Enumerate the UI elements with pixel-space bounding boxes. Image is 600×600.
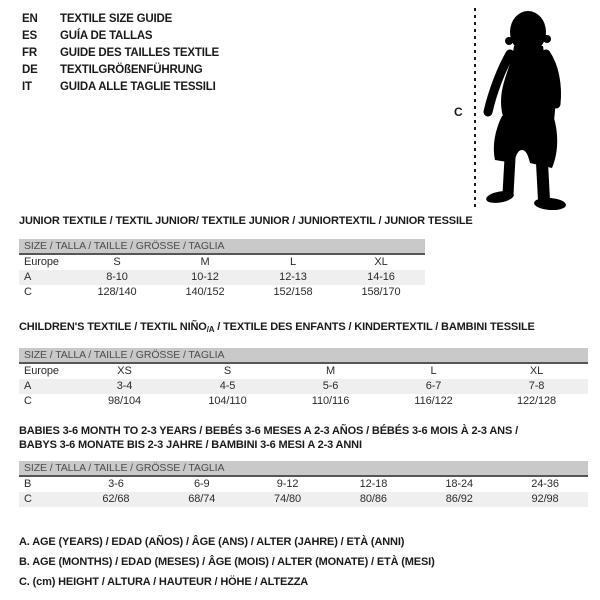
size-cell: XL xyxy=(374,256,388,268)
language-title-list xyxy=(22,11,219,96)
age-cell: 7-8 xyxy=(528,380,545,392)
height-cell: 98/104 xyxy=(107,395,142,407)
guide-title-fr: GUIDE DES TAILLES TEXTILE xyxy=(60,47,219,59)
age-cell: 10-12 xyxy=(191,271,219,283)
height-measure-dotted-line xyxy=(474,8,476,210)
size-cell: M xyxy=(325,365,336,377)
age-cell: 3-4 xyxy=(116,380,133,392)
height-cell: 92/98 xyxy=(531,493,559,505)
months-cell: 12-18 xyxy=(359,478,388,490)
language-code: IT xyxy=(22,81,32,93)
size-cell: L xyxy=(430,365,437,377)
height-cell: 116/122 xyxy=(414,395,453,407)
language-row-en xyxy=(22,11,219,28)
age-cell: 6-7 xyxy=(425,380,442,392)
size-cell: S xyxy=(223,365,232,377)
babies-size-table xyxy=(19,461,588,507)
language-row-de xyxy=(22,62,219,79)
months-cell: 24-36 xyxy=(531,478,559,490)
legend-age-years: A. AGE (YEARS) / EDAD (AÑOS) / ÂGE (ANS) / ALTER (JAHRE) / ETÀ (ANNI) xyxy=(19,536,405,548)
table-row-europe xyxy=(19,255,425,270)
language-row-it xyxy=(22,79,219,96)
months-cell: 9-12 xyxy=(276,478,299,490)
legend-age-months: B. AGE (MONTHS) / EDAD (MESES) / ÂGE (MOIS) / ALTER (MONATE) / ETÀ (MESI) xyxy=(19,556,435,568)
language-row-es xyxy=(22,28,219,45)
guide-title-it: GUIDA ALLE TAGLIE TESSILI xyxy=(60,81,216,93)
height-cell: 86/92 xyxy=(445,493,473,505)
language-code: EN xyxy=(22,13,38,25)
table-row-height xyxy=(19,394,588,409)
height-cell: 158/170 xyxy=(361,286,401,298)
height-cell: 152/158 xyxy=(273,286,313,298)
junior-textile-section xyxy=(19,214,473,300)
age-cell: 5-6 xyxy=(322,380,339,392)
size-cell: L xyxy=(289,256,297,268)
row-label: C xyxy=(24,286,32,298)
size-column-header: SIZE / TALLA / TAILLE / GRÖSSE / TAGLIA xyxy=(19,461,588,477)
size-column-header: SIZE / TALLA / TAILLE / GRÖSSE / TAGLIA xyxy=(19,348,588,364)
babies-textile-section xyxy=(19,424,588,507)
table-row-age xyxy=(19,270,425,285)
months-cell: 6-9 xyxy=(193,478,210,490)
size-cell: M xyxy=(200,256,210,268)
height-cell: 104/110 xyxy=(208,395,247,407)
row-label: Europe xyxy=(24,365,59,377)
row-label: B xyxy=(24,478,32,490)
children-size-table xyxy=(19,348,588,409)
height-measure-label: C xyxy=(454,105,463,119)
baby-silhouette-icon xyxy=(482,8,586,210)
title-part: / TEXTILE DES ENFANTS / KINDERTEXTIL / BAMBINI TESSILE xyxy=(214,321,535,333)
junior-size-table xyxy=(19,239,425,300)
height-cell: 110/116 xyxy=(311,395,350,407)
table-row-europe xyxy=(19,364,588,379)
babies-table-title-line2: BABYS 3-6 MONATE BIS 2-3 JAHRE / BAMBINI 3-6 MESI A 2-3 ANNI xyxy=(19,439,362,451)
age-cell: 12-13 xyxy=(279,271,307,283)
height-cell: 140/152 xyxy=(185,286,225,298)
row-label: C xyxy=(24,395,32,407)
junior-table-title: JUNIOR TEXTILE / TEXTIL JUNIOR/ TEXTILE JUNIOR / JUNIORTEXTIL / JUNIOR TESSILE xyxy=(19,215,473,227)
size-cell: S xyxy=(113,256,121,268)
size-cell: XS xyxy=(117,365,132,377)
age-cell: 4-5 xyxy=(219,380,236,392)
months-cell: 18-24 xyxy=(445,478,474,490)
row-label: Europe xyxy=(24,256,59,268)
row-label: A xyxy=(24,271,32,283)
guide-title-en: TEXTILE SIZE GUIDE xyxy=(60,13,173,25)
height-cell: 80/86 xyxy=(359,493,387,505)
row-label: C xyxy=(24,493,32,505)
size-column-header: SIZE / TALLA / TAILLE / GRÖSSE / TAGLIA xyxy=(19,239,425,255)
children-table-title xyxy=(19,320,588,337)
language-row-fr xyxy=(22,45,219,62)
children-textile-section xyxy=(19,320,588,409)
table-row-height xyxy=(19,285,425,300)
language-code: DE xyxy=(22,64,38,76)
measurement-legend xyxy=(19,532,435,592)
age-cell: 14-16 xyxy=(367,271,395,283)
guide-title-es: GUÍA DE TALLAS xyxy=(60,30,153,42)
height-cell: 128/140 xyxy=(97,286,137,298)
table-row-height xyxy=(19,492,588,507)
language-code: FR xyxy=(22,47,37,59)
legend-height-cm: C. (cm) HEIGHT / ALTURA / HAUTEUR / HÖHE / ALTEZZA xyxy=(19,576,309,588)
height-cell: 62/68 xyxy=(102,493,130,505)
title-subscript: /A xyxy=(206,325,215,334)
babies-table-title-line1: BABIES 3-6 MONTH TO 2-3 YEARS / BEBÉS 3-6 MESES A 2-3 AÑOS / BÉBÉS 3-6 MOIS À 2-3 ANS / xyxy=(19,425,518,437)
height-cell: 122/128 xyxy=(516,395,557,407)
title-part: CHILDREN'S TEXTILE / TEXTIL NIÑO xyxy=(19,321,207,333)
height-cell: 68/74 xyxy=(188,493,216,505)
table-row-age xyxy=(19,379,588,394)
months-cell: 3-6 xyxy=(108,478,124,490)
guide-title-de: TEXTILGRÖßENFÜHRUNG xyxy=(60,64,203,76)
language-code: ES xyxy=(22,30,37,42)
size-cell: XL xyxy=(529,365,544,377)
row-label: A xyxy=(24,380,32,392)
height-cell: 74/80 xyxy=(274,493,302,505)
table-row-months xyxy=(19,477,588,492)
age-cell: 8-10 xyxy=(106,271,128,283)
